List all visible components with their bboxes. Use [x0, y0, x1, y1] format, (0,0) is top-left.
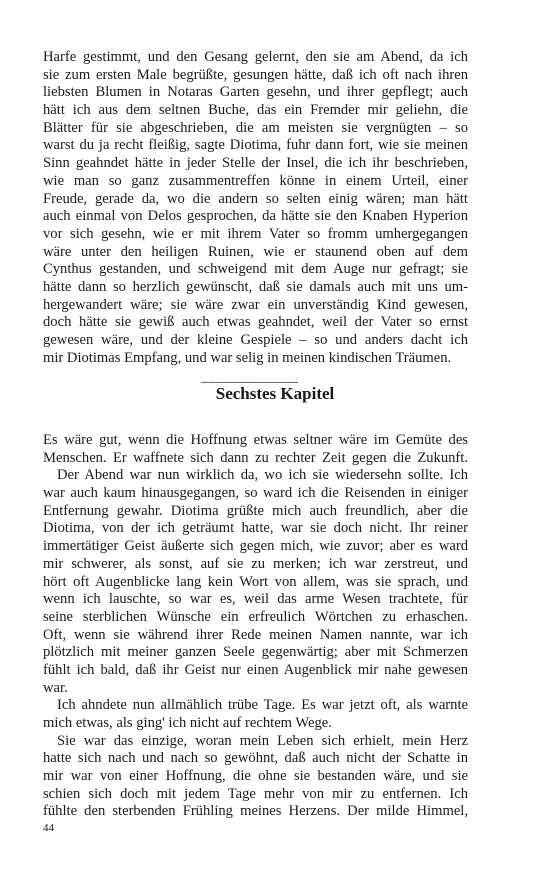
text-line: wie man so ganz zusammentreffen könne in einem Urteil, einer: [43, 172, 468, 189]
page-number: 44: [43, 822, 54, 834]
text-line: doch hätte sie gewiß auch etwas geahndet, weil der Vater so ernst: [43, 314, 468, 331]
text-line: sie zum ersten Male begrüßte, gesungen hätte, daß ich oft nach ihren: [43, 66, 468, 83]
text-line: Freude, gerade da, wo die andern so selten einig wären; man hätt: [43, 190, 468, 207]
chapter-heading: Sechstes Kapitel: [215, 384, 335, 403]
text-line: fühlte den sterbenden Frühling meines Herzens. Der milde Himmel,: [43, 803, 468, 820]
text-line: hergewandert wäre; sie wäre zwar ein unverständig Kind gewesen,: [43, 296, 468, 313]
text-line: Der Abend war nun wirklich da, wo ich sie wiedersehn sollte. Ich: [57, 467, 468, 484]
text-line: Sinn geahndet hätte in jeder Stelle der Insel, die ich ihr beschrieben,: [43, 155, 468, 172]
text-line: vor sich gesehn, wie er mit ihrem Vater so fromm umhergegangen: [43, 225, 468, 242]
text-line: mir war von einer Hoffnung, die ohne sie bestanden wäre, und sie: [43, 768, 468, 785]
text-line: Es wäre gut, wenn die Hoffnung etwas seltner wäre im Gemüte des: [43, 432, 468, 448]
text-line: Blätter für sie abgeschrieben, die am meisten sie vergnügten – so: [43, 119, 468, 136]
text-line: hätte dann so herzlich gewünscht, daß sie damals auch mit uns um-: [43, 278, 468, 295]
text-line: wäre unter den heiligen Ruinen, wie er staunend oben auf dem: [43, 243, 468, 260]
text-line: auch einmal von Delos gesprochen, da hätte sie den Knaben Hyperion: [43, 208, 468, 225]
text-line: Menschen. Er waffnete sich dann zu rechter Zeit gegen die Zukunft.: [43, 449, 468, 466]
text-line: Entfernung gewahr. Diotima grüßte mich auch freundlich, aber die: [43, 502, 468, 519]
text-line: immertätiger Geist äußerte sich gegen mich, wie zuvor; aber es ward: [43, 538, 468, 555]
text-line: schien sich doch mit jedem Tage mehr von mir zu entfernen. Ich: [43, 785, 468, 802]
text-line: hätt ich aus dem seltnen Buche, das ein Fremder mir geliehn, die: [43, 102, 468, 119]
text-line: Cynthus gestanden, und schweigend mit dem Auge nur gefragt; sie: [43, 261, 468, 278]
text-line: seine sterblichen Wünsche ein erfreulich Wörtchen zu erhaschen.: [43, 608, 468, 625]
text-line: Sie war das einzige, woran mein Leben sich erhielt, mein Herz: [57, 732, 468, 749]
text-line: war auch kaum hinausgegangen, so ward ich die Reisenden in einiger: [43, 485, 468, 502]
section-separator: _____________: [201, 370, 299, 385]
text-line: Ich ahndete nun allmählich trübe Tage. Es war jetzt oft, als warnte: [57, 697, 468, 714]
text-line: hatte sich nach und nach so gewöhnt, daß auch nicht der Schatte in: [43, 750, 468, 767]
text-line: gewesen wäre, und der kleine Gespiele – so und anders dacht ich: [43, 332, 468, 348]
text-line: mir Diotimas Empfang, und war selig in meinen kindischen Träumen.: [43, 349, 452, 366]
text-line: plötzlich mit meiner ganzen Seele gegenwärtig; aber mit Schmerzen: [43, 644, 468, 661]
text-line: Diotima, von der ich geträumt hatte, war sie doch nicht. Ihr reiner: [43, 520, 468, 537]
text-line: warst du ja recht fleißig, sagte Diotima, fuhr dann fort, wie sie meinen: [43, 137, 468, 154]
text-line: fühlt ich bald, daß ihr Geist nur einen Augenblick mir nahe gewesen: [43, 661, 468, 678]
text-line: Harfe gestimmt, und den Gesang gelernt, den sie am Abend, da ich: [43, 49, 468, 65]
text-line: mich etwas, als ging' ich nicht auf rechtem Wege.: [43, 715, 332, 731]
text-line: wenn ich lauschte, so war es, weil das arme Wesen trachtete, für: [43, 591, 468, 608]
text-line: hört oft Augenblicke lang kein Wort von allem, was sie sprach, und: [43, 573, 468, 590]
text-line: war.: [43, 679, 68, 696]
paragraph-previous-chapter: [43, 49, 468, 367]
text-line: liebsten Blumen in Notaras Garten gesehn, und ihrer gepflegt; auch: [43, 84, 468, 101]
text-line: Oft, wenn sie während ihrer Rede meinen Namen nannte, war ich: [43, 626, 468, 643]
chapter-body: [43, 432, 468, 821]
text-line: mir schwerer, als sonst, auf sie zu merken; ich war zerstreut, und: [43, 555, 468, 572]
